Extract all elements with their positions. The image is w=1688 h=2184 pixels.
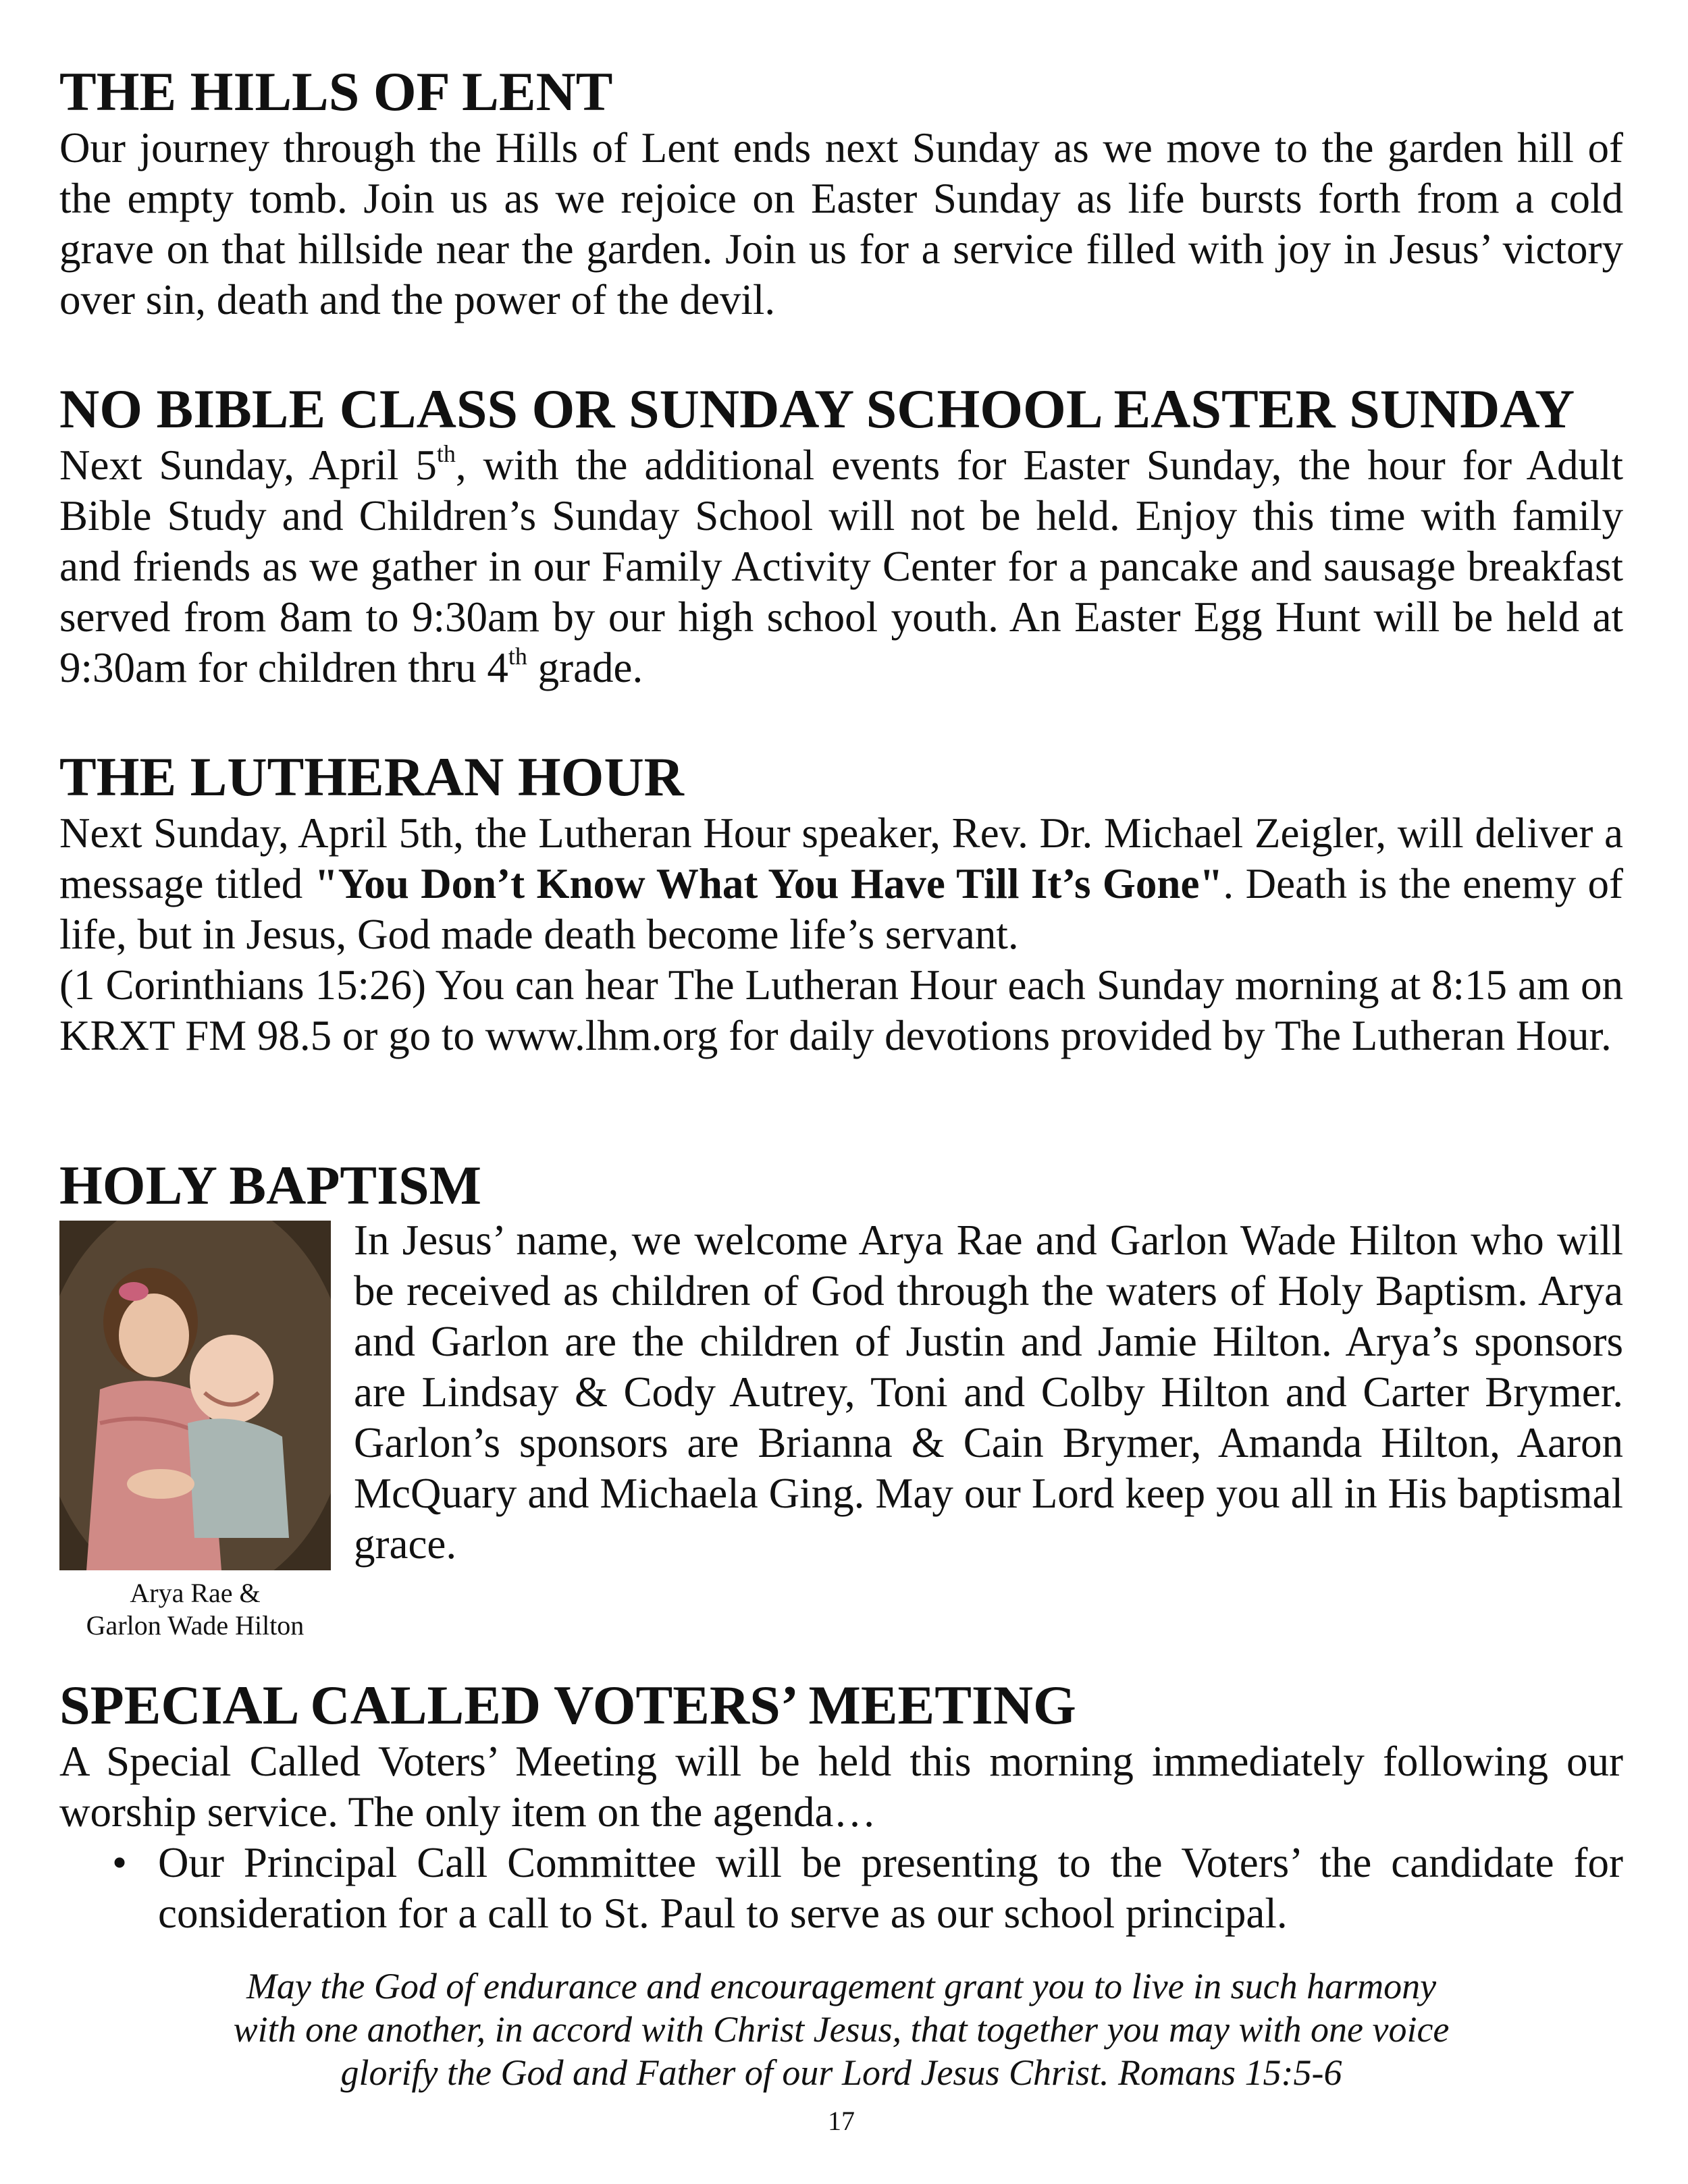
- section-hills-of-lent: [59, 61, 1623, 325]
- section-title: SPECIAL CALLED VOTERS’ MEETING: [59, 1674, 1076, 1736]
- section-body: Next Sunday, April 5th, the Lutheran Hour speaker, Rev. Dr. Michael Zeigler, will deliver a message titled "You Don’t Know What You Have Till It’s Gone". Death is the enemy of life, but in Jesus, God made death become life’s servant.: [59, 809, 1623, 958]
- section-body: In Jesus’ name, we welcome Arya Rae and Garlon Wade Hilton who will be received as children of God through the waters of Holy Baptism. Arya and Garlon are the children of Justin and Jamie Hilton. Arya’s sponsors are Lindsay & Cody Autrey, Toni and Colby Hilton and Carter Brymer. Garlon’s sponsors are Brianna & Cain Brymer, Amanda Hilton, Aaron McQuary and Michaela Ging. May our Lord keep you all in His baptismal grace.: [354, 1217, 1623, 1568]
- baptism-body-block: [354, 1215, 1623, 1570]
- children-photo-illustration: [59, 1221, 331, 1570]
- section-title: HOLY BAPTISM: [59, 1154, 482, 1216]
- section-title: NO BIBLE CLASS OR SUNDAY SCHOOL EASTER SUNDAY: [59, 378, 1575, 440]
- photo-caption: Arya Rae & Garlon Wade Hilton: [86, 1578, 305, 1641]
- section-body: A Special Called Voters’ Meeting will be held this morning immediately following our worship service. The only item on the agenda…: [59, 1738, 1623, 1836]
- list-item: • Our Principal Call Committee will be presenting to the Voters’ the candidate for consideration for a call to St. Paul to serve as our school principal.: [112, 1839, 1623, 1937]
- section-body: Our journey through the Hills of Lent ends next Sunday as we move to the garden hill of the empty tomb. Join us as we rejoice on Easter Sunday as life bursts forth from a cold grave on that hillside near the garden. Join us for a service filled with joy in Jesus’ victory over sin, death and the power of the devil.: [59, 124, 1623, 323]
- verse-reference: Romans 15:5-6: [1118, 2052, 1342, 2093]
- baptism-photo: [59, 1221, 331, 1570]
- section-title: THE LUTHERAN HOUR: [59, 746, 684, 807]
- closing-verse: May the God of endurance and encouragement grant you to live in such harmony with one another, in accord with Christ Jesus, that together you may with one voice glorify the God and Father of our Lord Jesus Christ. Romans 15:5-6: [233, 1966, 1450, 2093]
- section-lutheran-hour: [59, 746, 1623, 1061]
- message-title: "You Don’t Know What You Have Till It’s Gone": [314, 860, 1223, 907]
- section-title: THE HILLS OF LENT: [59, 61, 613, 122]
- section-body: Next Sunday, April 5th, with the additional events for Easter Sunday, the hour for Adult Bible Study and Children’s Sunday School will not be held. Enjoy this time with family and friends as we gather in our Family Activity Center for a pancake and sausage breakfast served from 8am to 9:30am by our high school youth. An Easter Egg Hunt will be held at 9:30am for children thru 4th grade.: [59, 440, 1623, 691]
- page-number: 17: [828, 2106, 855, 2136]
- section-no-bible-class: [59, 378, 1623, 693]
- section-body-continued: (1 Corinthians 15:26) You can hear The Lutheran Hour each Sunday morning at 8:15 am on KRXT FM 98.5 or go to www.lhm.org for daily devotions provided by The Lutheran Hour.: [59, 961, 1623, 1059]
- section-holy-baptism: [59, 1154, 1623, 1217]
- section-voters-meeting: [59, 1674, 1623, 1939]
- bullet-icon: •: [112, 1839, 128, 1886]
- agenda-list: [59, 1838, 1623, 1939]
